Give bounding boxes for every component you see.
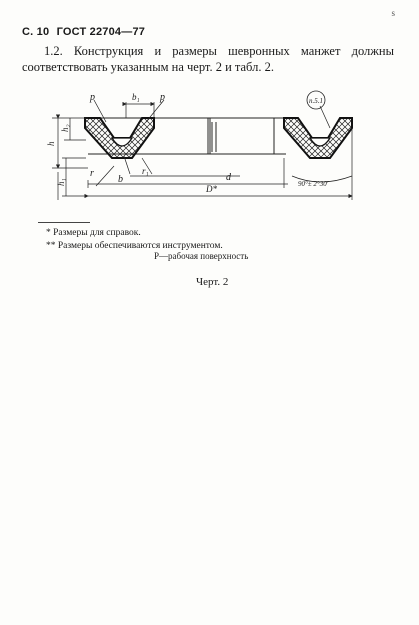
- paragraph-text: Конструкция и размеры шевронных манжет должны соответствовать указанным на черт. 2 и табл. 2.: [22, 44, 395, 74]
- label-angle: 90°± 2°30′: [298, 180, 329, 188]
- label-surface-note: п.5.1: [309, 97, 323, 105]
- label-h: h: [46, 141, 56, 146]
- right-chevron-section: [284, 118, 352, 158]
- technical-drawing: [30, 88, 360, 216]
- label-b1: b₁: [132, 92, 140, 102]
- standard-number: ГОСТ 22704—77: [56, 26, 146, 38]
- section-paragraph: [22, 44, 394, 75]
- label-h2: h₂: [60, 124, 70, 132]
- footnote-1: * Размеры для справок.: [46, 228, 141, 238]
- corner-mark: s: [391, 8, 395, 18]
- footnote-2: ** Размеры обеспечиваются инструментом.: [46, 240, 223, 251]
- page-header: [22, 26, 145, 38]
- label-h1: h₁: [56, 178, 66, 186]
- left-chevron-section: [85, 118, 154, 158]
- label-p-right: p: [160, 92, 165, 103]
- label-p-left: p: [90, 92, 95, 103]
- figure-caption: Черт. 2: [196, 276, 229, 288]
- paragraph-number: 1.2.: [44, 44, 63, 58]
- label-d: d: [226, 172, 231, 183]
- label-r1: r₁: [142, 166, 149, 176]
- footnotes: [46, 227, 223, 252]
- label-D: D*: [206, 184, 217, 194]
- footnote-rule: [38, 222, 90, 223]
- label-b: b: [118, 174, 123, 185]
- legend-note: P—рабочая поверхность: [154, 251, 249, 261]
- label-r: r: [90, 168, 94, 179]
- page-number: С. 10: [22, 26, 50, 38]
